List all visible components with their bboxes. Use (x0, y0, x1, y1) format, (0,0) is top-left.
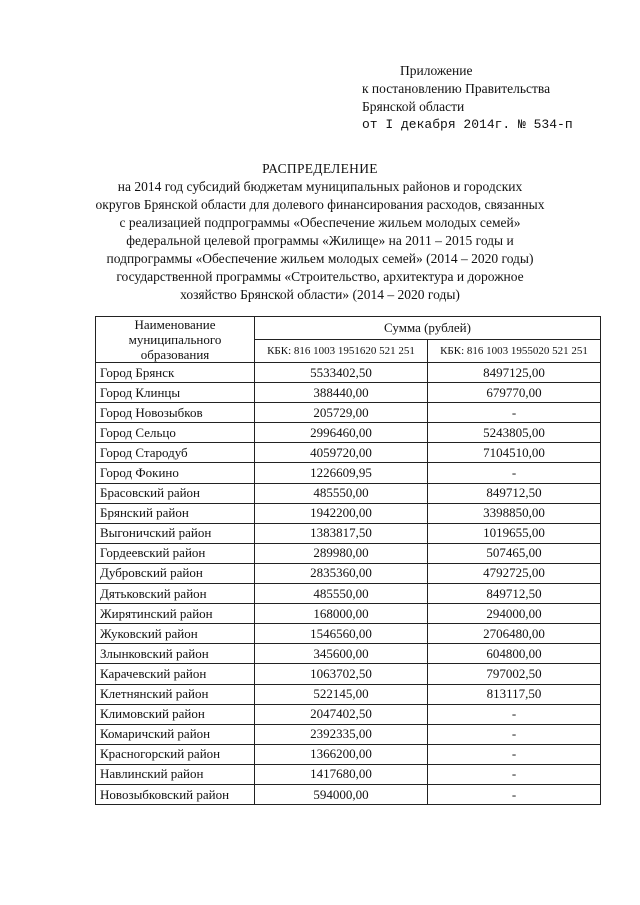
column-header-kbk-2: КБК: 816 1003 1955020 521 251 (428, 340, 601, 363)
amount-kbk-2-cell: 7104510,00 (428, 443, 601, 463)
municipality-cell: Город Новозыбков (96, 403, 255, 423)
table-row (96, 523, 601, 543)
table-row (96, 604, 601, 624)
document-title: РАСПРЕДЕЛЕНИЕ (262, 161, 378, 176)
table-row (96, 764, 601, 784)
document-heading (0, 160, 640, 304)
amount-kbk-2-cell: 1019655,00 (428, 523, 601, 543)
amount-kbk-1-cell: 1417680,00 (255, 764, 428, 784)
amount-kbk-1-cell: 2392335,00 (255, 724, 428, 744)
appendix-title: Приложение (400, 63, 473, 78)
municipality-cell: Брянский район (96, 503, 255, 523)
municipality-cell: Жуковский район (96, 624, 255, 644)
appendix-block (362, 62, 573, 134)
municipality-cell: Дятьковский район (96, 584, 255, 604)
amount-kbk-2-cell: - (428, 784, 601, 804)
amount-kbk-2-cell: 4792725,00 (428, 563, 601, 583)
table-row (96, 724, 601, 744)
municipality-cell: Город Сельцо (96, 423, 255, 443)
amount-kbk-2-cell: 507465,00 (428, 543, 601, 563)
column-header-name: Наименование муниципального образования (96, 317, 255, 363)
table-row (96, 784, 601, 804)
table-row (96, 483, 601, 503)
amount-kbk-1-cell: 1226609,95 (255, 463, 428, 483)
table-row (96, 503, 601, 523)
amount-kbk-1-cell: 522145,00 (255, 684, 428, 704)
appendix-region: Брянской области (362, 99, 465, 114)
amount-kbk-2-cell: 8497125,00 (428, 363, 601, 383)
municipality-cell: Брасовский район (96, 483, 255, 503)
table-row (96, 704, 601, 724)
amount-kbk-2-cell: 2706480,00 (428, 624, 601, 644)
municipality-cell: Навлинский район (96, 764, 255, 784)
municipality-cell: Гордеевский район (96, 543, 255, 563)
municipality-cell: Климовский район (96, 704, 255, 724)
amount-kbk-1-cell: 2835360,00 (255, 563, 428, 583)
amount-kbk-1-cell: 2996460,00 (255, 423, 428, 443)
amount-kbk-2-cell: - (428, 724, 601, 744)
table-row (96, 584, 601, 604)
table-row (96, 563, 601, 583)
amount-kbk-2-cell: - (428, 764, 601, 784)
column-header-kbk-1: КБК: 816 1003 1951620 521 251 (255, 340, 428, 363)
municipality-cell: Комаричский район (96, 724, 255, 744)
table-row (96, 363, 601, 383)
municipality-cell: Карачевский район (96, 664, 255, 684)
appendix-decree-date: от I декабря 2014г. № 534-п (362, 117, 573, 132)
amount-kbk-2-cell: - (428, 463, 601, 483)
amount-kbk-2-cell: 797002,50 (428, 664, 601, 684)
amount-kbk-1-cell: 594000,00 (255, 784, 428, 804)
municipality-cell: Выгоничский район (96, 523, 255, 543)
appendix-decree-ref: к постановлению Правительства (362, 81, 551, 96)
amount-kbk-1-cell: 485550,00 (255, 483, 428, 503)
municipality-cell: Город Клинцы (96, 383, 255, 403)
amount-kbk-1-cell: 2047402,50 (255, 704, 428, 724)
amount-kbk-2-cell: 679770,00 (428, 383, 601, 403)
amount-kbk-1-cell: 1383817,50 (255, 523, 428, 543)
amount-kbk-1-cell: 1942200,00 (255, 503, 428, 523)
amount-kbk-2-cell: - (428, 403, 601, 423)
amount-kbk-2-cell: - (428, 704, 601, 724)
amount-kbk-1-cell: 388440,00 (255, 383, 428, 403)
table-row (96, 744, 601, 764)
table-row (96, 443, 601, 463)
amount-kbk-1-cell: 289980,00 (255, 543, 428, 563)
amount-kbk-1-cell: 345600,00 (255, 644, 428, 664)
municipality-cell: Клетнянский район (96, 684, 255, 704)
municipality-cell: Дубровский район (96, 563, 255, 583)
amount-kbk-1-cell: 4059720,00 (255, 443, 428, 463)
municipality-cell: Город Фокино (96, 463, 255, 483)
table-row (96, 644, 601, 664)
amount-kbk-1-cell: 485550,00 (255, 584, 428, 604)
table-row (96, 383, 601, 403)
heading-line: округов Брянской области для долевого финансирования расходов, связанных (95, 197, 545, 212)
table-row (96, 664, 601, 684)
table-row (96, 423, 601, 443)
amount-kbk-2-cell: 3398850,00 (428, 503, 601, 523)
municipality-cell: Красногорский район (96, 744, 255, 764)
amount-kbk-2-cell: 294000,00 (428, 604, 601, 624)
amount-kbk-1-cell: 1546560,00 (255, 624, 428, 644)
amount-kbk-2-cell: 849712,50 (428, 483, 601, 503)
heading-line: на 2014 год субсидий бюджетам муниципальных районов и городских (117, 179, 523, 194)
heading-line: федеральной целевой программы «Жилище» на 2011 – 2015 годы и (126, 233, 514, 248)
amount-kbk-1-cell: 1366200,00 (255, 744, 428, 764)
table-row (96, 543, 601, 563)
amount-kbk-2-cell: 813117,50 (428, 684, 601, 704)
municipality-cell: Жирятинский район (96, 604, 255, 624)
table-row (96, 463, 601, 483)
heading-line: государственной программы «Строительство, архитектура и дорожное (116, 269, 524, 284)
amount-kbk-2-cell: - (428, 744, 601, 764)
amount-kbk-2-cell: 5243805,00 (428, 423, 601, 443)
column-header-sum: Сумма (рублей) (255, 317, 601, 340)
municipality-cell: Новозыбковский район (96, 784, 255, 804)
municipality-cell: Город Стародуб (96, 443, 255, 463)
amount-kbk-1-cell: 205729,00 (255, 403, 428, 423)
heading-line: с реализацией подпрограммы «Обеспечение жильем молодых семей» (119, 215, 521, 230)
table-row (96, 684, 601, 704)
table-row (96, 403, 601, 423)
amount-kbk-2-cell: 849712,50 (428, 584, 601, 604)
amount-kbk-1-cell: 5533402,50 (255, 363, 428, 383)
amount-kbk-1-cell: 1063702,50 (255, 664, 428, 684)
municipality-cell: Злынковский район (96, 644, 255, 664)
distribution-table (95, 316, 601, 805)
heading-line: хозяйство Брянской области» (2014 – 2020 годы) (180, 287, 460, 302)
amount-kbk-1-cell: 168000,00 (255, 604, 428, 624)
municipality-cell: Город Брянск (96, 363, 255, 383)
amount-kbk-2-cell: 604800,00 (428, 644, 601, 664)
table-row (96, 624, 601, 644)
heading-line: подпрограммы «Обеспечение жильем молодых семей» (2014 – 2020 годы) (106, 251, 534, 266)
